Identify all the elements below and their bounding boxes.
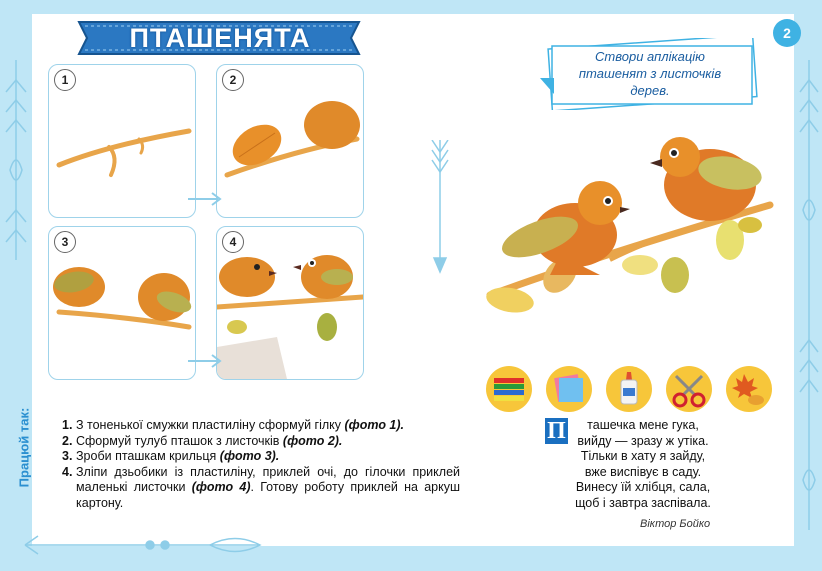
poem-line: щоб і завтра заспівала. xyxy=(575,495,711,510)
material-scissors xyxy=(666,366,712,412)
poem-line: вийду — зразу ж утіка. xyxy=(577,433,709,448)
bottom-arrow-ornament-icon xyxy=(20,530,270,560)
photo-4 xyxy=(216,226,364,380)
instruction-text: Зліпи дзьобики із пластиліну, приклей очі, до гілочки приклей маленькі листочки xyxy=(76,464,460,494)
photo-reference: (фото 2). xyxy=(282,433,343,448)
photo-reference: (фото 4) xyxy=(191,480,251,494)
colored-paper-icon xyxy=(546,366,592,412)
instruction-item xyxy=(62,418,460,434)
arrow-connector-icon xyxy=(186,352,226,370)
photo-3 xyxy=(48,226,196,380)
poem-author: Віктор Бойко xyxy=(640,518,711,530)
material-plasticine xyxy=(486,366,532,412)
photo-number: 2 xyxy=(222,69,244,91)
instruction-text: Зроби пташкам крильця xyxy=(76,449,220,463)
photo-reference: (фото 1). xyxy=(344,418,405,432)
photo-1 xyxy=(48,64,196,218)
photo-number: 4 xyxy=(222,231,244,253)
instruction-item xyxy=(62,434,460,450)
side-label-text: Працюй так: xyxy=(16,407,32,488)
scissors-icon xyxy=(666,366,712,412)
photo-2 xyxy=(216,64,364,218)
material-glue xyxy=(606,366,652,412)
instruction-number: 2. xyxy=(62,433,73,448)
arrow-connector-icon xyxy=(186,190,226,208)
center-arrow-ornament-icon xyxy=(428,140,452,275)
instruction-item xyxy=(62,449,460,465)
instruction-tail: . Готову роботу приклей на аркуш картону. xyxy=(76,480,461,510)
instructions-list xyxy=(62,418,460,511)
material-leaves xyxy=(726,366,772,412)
poem-line: вже виспівує в саду. xyxy=(584,464,702,479)
photo-reference: (фото 3). xyxy=(219,449,280,463)
task-text: Створи аплікацію пташенят з листочків дерев. xyxy=(578,49,722,98)
poem-dropcap: П xyxy=(545,418,568,444)
poem-line: Тільки в хату я зайду, xyxy=(580,449,706,464)
page-number: 2 xyxy=(773,19,801,47)
instruction-number: 4. xyxy=(62,464,73,479)
instruction-number: 3. xyxy=(62,449,73,463)
side-label xyxy=(14,400,34,500)
instruction-text: Сформуй тулуб пташок з листочків xyxy=(76,433,283,448)
poem xyxy=(548,418,738,512)
poem-line: ташечка мене гука, xyxy=(587,418,699,432)
right-ornament-icon xyxy=(796,60,822,540)
instruction-number: 1. xyxy=(62,418,73,432)
instruction-text: З тоненької смужки пластиліну сформуй гілку xyxy=(76,418,345,432)
plasticine-icon xyxy=(486,366,532,412)
material-colored-paper xyxy=(546,366,592,412)
photo-number: 3 xyxy=(54,231,76,253)
photo-number: 1 xyxy=(54,69,76,91)
instruction-item xyxy=(62,465,460,512)
autumn-leaves-icon xyxy=(726,366,772,412)
left-ornament-icon xyxy=(2,60,30,260)
glue-bottle-icon xyxy=(606,366,652,412)
poem-line: Винесу їй хлібця, сала, xyxy=(575,480,711,495)
birds-on-branch-image xyxy=(480,125,780,330)
page-title: ПТАШЕНЯТА xyxy=(129,23,311,53)
